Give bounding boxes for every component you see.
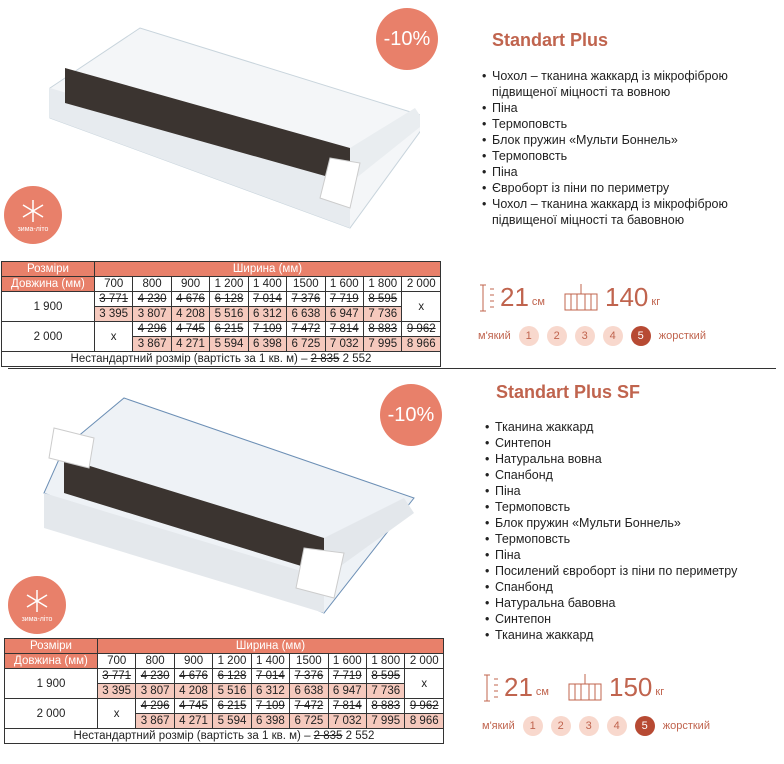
season-badge: [8, 576, 66, 634]
width-cell: 1 200: [210, 277, 248, 292]
na-cell: x: [405, 669, 444, 699]
new-price: 4 271: [174, 714, 212, 729]
old-price: 3 771: [94, 292, 132, 307]
new-price: 6 312: [251, 684, 289, 699]
width-cell: 1500: [287, 277, 325, 292]
new-price: 8 966: [405, 714, 444, 729]
old-price: 3 771: [97, 669, 135, 684]
new-price: 7 032: [325, 337, 363, 352]
specs-row: [480, 282, 660, 313]
new-price: 3 807: [136, 684, 174, 699]
width-cell: 2 000: [405, 654, 444, 669]
width-cell: 1500: [290, 654, 328, 669]
old-price: 7 719: [325, 292, 363, 307]
new-price: 7 995: [367, 714, 405, 729]
sizes-header: Розміри: [2, 262, 95, 277]
length-2000: 2 000: [5, 699, 98, 729]
old-price: 7 472: [287, 322, 325, 337]
firmness-level-2: 2: [547, 326, 567, 346]
old-price: 7 814: [328, 699, 366, 714]
old-price: 4 745: [171, 322, 209, 337]
length-1900: 1 900: [2, 292, 95, 322]
width-cell: 1 800: [364, 277, 402, 292]
product-standart-plus-sf: [0, 372, 784, 764]
new-price: 4 208: [171, 307, 209, 322]
nonstandard-old-price: 2 835: [310, 353, 340, 365]
new-price: 6 638: [290, 684, 328, 699]
specs-row: [484, 672, 664, 703]
width-cell: 700: [94, 277, 132, 292]
new-price: 5 516: [213, 684, 251, 699]
feature-item: • Синтепон: [485, 611, 775, 627]
new-price: 8 966: [402, 337, 441, 352]
length-2000: 2 000: [2, 322, 95, 352]
width-header: Ширина (мм): [97, 639, 443, 654]
new-price: 7 995: [364, 337, 402, 352]
length-header: Довжина (мм): [2, 277, 95, 292]
length-1900: 1 900: [5, 669, 98, 699]
nonstandard-size-row: [2, 352, 441, 367]
old-price: 4 745: [174, 699, 212, 714]
height-value: 21: [504, 672, 533, 702]
product-title: Standart Plus: [492, 30, 609, 50]
na-cell: x: [94, 322, 132, 352]
width-cell: 700: [97, 654, 135, 669]
feature-item: • Термоповсть: [485, 499, 775, 515]
old-price: 8 595: [364, 292, 402, 307]
width-header: Ширина (мм): [94, 262, 440, 277]
nonstandard-new-price: 2 552: [342, 353, 372, 365]
new-price: 7 736: [367, 684, 405, 699]
width-cell: 1 600: [325, 277, 363, 292]
product-title: Standart Plus SF: [496, 382, 641, 402]
product-standart-plus: [0, 0, 784, 370]
firmness-level-5: 5: [631, 326, 651, 346]
feature-item: • Блок пружин «Мульти Боннель»: [485, 515, 775, 531]
discount-badge: -10%: [380, 384, 442, 446]
nonstandard-label: Нестандартний розмір (вартість за 1 кв. м) –: [73, 730, 311, 742]
feature-item: • Блок пружин «Мульти Боннель»: [482, 132, 772, 148]
old-price: 4 296: [133, 322, 171, 337]
new-price: 3 867: [136, 714, 174, 729]
new-price: 5 594: [213, 714, 251, 729]
firmness-scale: [482, 716, 710, 736]
length-header: Довжина (мм): [5, 654, 98, 669]
nonstandard-size-row: [5, 729, 444, 744]
old-price: 8 595: [367, 669, 405, 684]
season-badge: [4, 186, 62, 244]
height-icon: [480, 283, 496, 313]
feature-item: • Натуральна вовна: [485, 451, 775, 467]
weight-unit: кг: [651, 295, 661, 308]
new-price: 6 638: [287, 307, 325, 322]
new-price: 6 312: [248, 307, 286, 322]
firmness-level-2: 2: [551, 716, 571, 736]
width-cell: 1 600: [328, 654, 366, 669]
width-cell: 1 200: [213, 654, 251, 669]
old-price: 8 883: [364, 322, 402, 337]
firmness-level-1: 1: [523, 716, 543, 736]
firmness-hard-label: жорсткий: [662, 720, 710, 732]
old-price: 6 215: [210, 322, 248, 337]
sizes-header: Розміри: [5, 639, 98, 654]
old-price: 4 676: [174, 669, 212, 684]
weight-unit: кг: [655, 685, 665, 698]
width-cell: 900: [174, 654, 212, 669]
feature-item: • Тканина жаккард: [485, 419, 775, 435]
feature-item: • Євроборт із піни по периметру: [482, 180, 772, 196]
firmness-scale: [478, 326, 706, 346]
feature-item: • Чохол – тканина жаккард із мікрофіброю підвищеної міцності та вовною: [482, 68, 772, 100]
weight-value: 140: [604, 282, 649, 312]
new-price: 6 398: [251, 714, 289, 729]
old-price: 9 962: [405, 699, 444, 714]
feature-item: • Термоповсть: [482, 148, 772, 164]
old-price: 7 014: [251, 669, 289, 684]
firmness-soft-label: м'який: [478, 330, 511, 342]
season-label: зима-літо: [17, 226, 49, 233]
firmness-level-5: 5: [635, 716, 655, 736]
snowflake-sun-icon: [19, 197, 47, 225]
old-price: 4 230: [133, 292, 171, 307]
nonstandard-label: Нестандартний розмір (вартість за 1 кв. м) –: [70, 353, 308, 365]
new-price: 4 208: [174, 684, 212, 699]
old-price: 7 376: [287, 292, 325, 307]
old-price: 7 472: [290, 699, 328, 714]
old-price: 7 719: [328, 669, 366, 684]
width-cell: 800: [136, 654, 174, 669]
firmness-level-4: 4: [607, 716, 627, 736]
new-price: 6 947: [328, 684, 366, 699]
feature-item: • Термоповсть: [482, 116, 772, 132]
old-price: 6 128: [210, 292, 248, 307]
firmness-level-3: 3: [579, 716, 599, 736]
features-list: [485, 419, 775, 643]
new-price: 5 594: [210, 337, 248, 352]
width-cell: 1 400: [248, 277, 286, 292]
discount-badge: -10%: [376, 8, 438, 70]
old-price: 7 014: [248, 292, 286, 307]
width-cell: 900: [171, 277, 209, 292]
height-unit: см: [531, 295, 545, 308]
new-price: 6 947: [325, 307, 363, 322]
new-price: 5 516: [210, 307, 248, 322]
firmness-level-3: 3: [575, 326, 595, 346]
width-cell: 800: [133, 277, 171, 292]
height-icon: [484, 673, 500, 703]
old-price: 6 215: [213, 699, 251, 714]
new-price: 3 807: [133, 307, 171, 322]
features-list: [482, 68, 772, 228]
feature-item: • Піна: [485, 547, 775, 563]
old-price: 7 109: [251, 699, 289, 714]
weight-value: 150: [608, 672, 653, 702]
nonstandard-old-price: 2 835: [313, 730, 343, 742]
old-price: 7 109: [248, 322, 286, 337]
feature-item: • Піна: [482, 100, 772, 116]
na-cell: x: [402, 292, 441, 322]
feature-item: • Чохол – тканина жаккард із мікрофіброю підвищеної міцності та бавовною: [482, 196, 772, 228]
new-price: 3 867: [133, 337, 171, 352]
weight-icon: [567, 674, 603, 702]
feature-item: • Термоповсть: [485, 531, 775, 547]
season-label: зима-літо: [21, 616, 53, 623]
mattress-image: [17, 8, 420, 240]
feature-item: • Посилений євроборт із піни по периметру: [485, 563, 775, 579]
width-cell: 1 800: [367, 654, 405, 669]
old-price: 4 230: [136, 669, 174, 684]
new-price: 4 271: [171, 337, 209, 352]
old-price: 8 883: [367, 699, 405, 714]
new-price: 7 736: [364, 307, 402, 322]
old-price: 7 376: [290, 669, 328, 684]
firmness-level-4: 4: [603, 326, 623, 346]
new-price: 6 398: [248, 337, 286, 352]
feature-item: • Натуральна бавовна: [485, 595, 775, 611]
feature-item: • Синтепон: [485, 435, 775, 451]
firmness-level-1: 1: [519, 326, 539, 346]
feature-item: • Тканина жаккард: [485, 627, 775, 643]
feature-item: • Спанбонд: [485, 579, 775, 595]
firmness-hard-label: жорсткий: [658, 330, 706, 342]
price-table: [1, 261, 441, 367]
section-divider: [8, 368, 776, 369]
width-cell: 1 400: [251, 654, 289, 669]
mattress-image: [34, 388, 424, 618]
new-price: 6 725: [287, 337, 325, 352]
price-table: [4, 638, 444, 744]
new-price: 7 032: [328, 714, 366, 729]
height-value: 21: [500, 282, 529, 312]
na-cell: x: [97, 699, 135, 729]
old-price: 4 676: [171, 292, 209, 307]
old-price: 7 814: [325, 322, 363, 337]
new-price: 3 395: [97, 684, 135, 699]
width-cell: 2 000: [402, 277, 441, 292]
new-price: 3 395: [94, 307, 132, 322]
old-price: 6 128: [213, 669, 251, 684]
old-price: 9 962: [402, 322, 441, 337]
old-price: 4 296: [136, 699, 174, 714]
height-unit: см: [535, 685, 549, 698]
nonstandard-new-price: 2 552: [345, 730, 375, 742]
new-price: 6 725: [290, 714, 328, 729]
weight-icon: [563, 284, 599, 312]
feature-item: • Піна: [482, 164, 772, 180]
feature-item: • Піна: [485, 483, 775, 499]
firmness-soft-label: м'який: [482, 720, 515, 732]
feature-item: • Спанбонд: [485, 467, 775, 483]
snowflake-sun-icon: [23, 587, 51, 615]
